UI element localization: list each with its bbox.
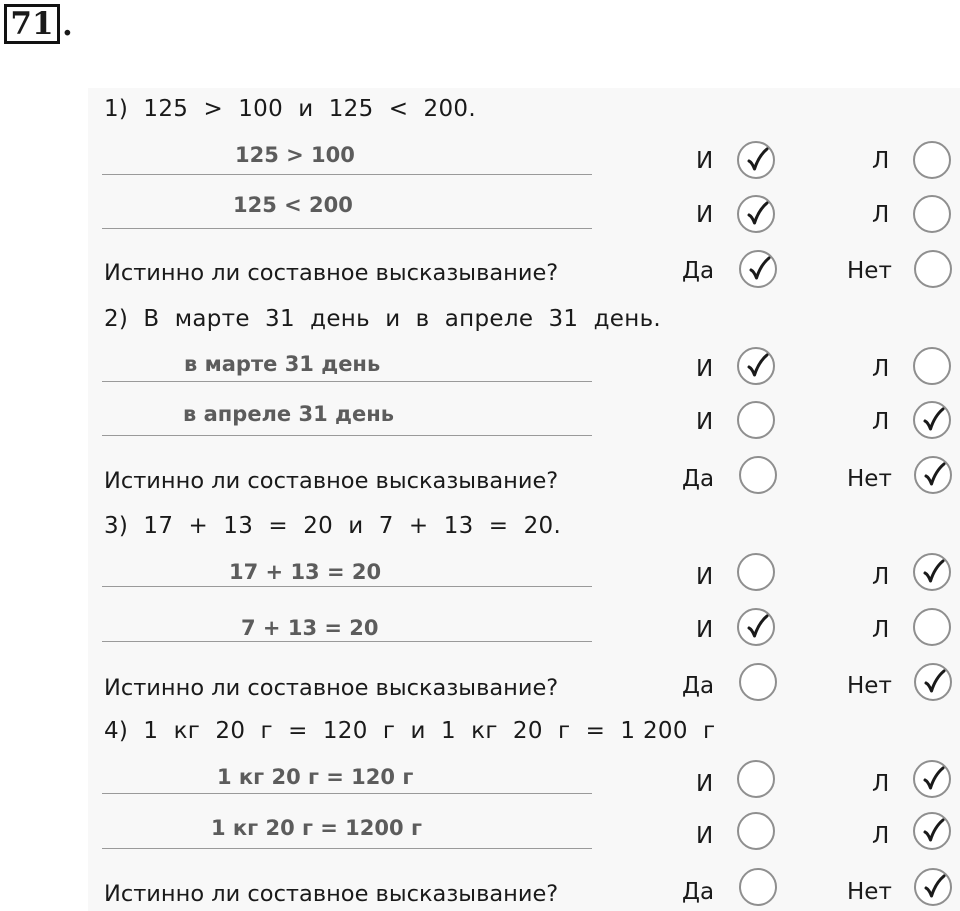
task-1-part-2-answer: 125 < 200: [233, 193, 353, 217]
task-2-part-1-false-circle[interactable]: [913, 347, 951, 385]
task-4-part-2-false-circle[interactable]: [913, 812, 951, 850]
task-4-no-circle[interactable]: [914, 868, 952, 906]
task-1-no-circle[interactable]: [914, 250, 952, 288]
answer-line: [102, 381, 592, 382]
false-label: Л: [872, 771, 890, 797]
task-2-no-circle[interactable]: [914, 456, 952, 494]
check-icon: [920, 406, 946, 434]
task-3-statement: 3) 17 + 13 = 20 и 7 + 13 = 20.: [104, 513, 562, 539]
false-label: Л: [872, 823, 890, 849]
yes-label: Да: [682, 879, 715, 905]
answer-line: [102, 435, 592, 436]
yes-label: Да: [682, 673, 715, 699]
task-4-yes-circle[interactable]: [739, 868, 777, 906]
check-icon: [921, 668, 947, 696]
yes-label: Да: [682, 466, 715, 492]
answer-line: [102, 228, 592, 229]
task-2-statement: 2) В марте 31 день и в апреле 31 день.: [104, 306, 662, 332]
check-icon: [921, 461, 947, 489]
task-3-yes-circle[interactable]: [739, 663, 777, 701]
true-label: И: [696, 564, 714, 590]
check-icon: [744, 200, 770, 228]
task-3-part-1-true-circle[interactable]: [737, 553, 775, 591]
task-1-part-2-false-circle[interactable]: [913, 195, 951, 233]
false-label: Л: [872, 202, 890, 228]
task-4-statement: 4) 1 кг 20 г = 120 г и 1 кг 20 г = 1 200 г: [104, 718, 716, 744]
answer-line: [102, 174, 592, 175]
answer-line: [102, 793, 592, 794]
no-label: Нет: [847, 258, 892, 284]
no-label: Нет: [847, 466, 892, 492]
task-3-part-2-true-circle[interactable]: [737, 608, 775, 646]
answer-line: [102, 848, 592, 849]
task-2-question: Истинно ли составное высказывание?: [104, 468, 559, 494]
yes-label: Да: [682, 258, 715, 284]
exercise-number: 71: [4, 4, 60, 44]
check-icon: [744, 352, 770, 380]
false-label: Л: [872, 409, 890, 435]
task-2-part-1-true-circle[interactable]: [737, 347, 775, 385]
task-1-yes-circle[interactable]: [739, 250, 777, 288]
task-4-part-1-answer: 1 кг 20 г = 120 г: [217, 765, 414, 789]
true-label: И: [696, 617, 714, 643]
check-icon: [920, 765, 946, 793]
task-4-part-1-false-circle[interactable]: [913, 760, 951, 798]
task-3-part-2-false-circle[interactable]: [913, 608, 951, 646]
task-1-part-2-true-circle[interactable]: [737, 195, 775, 233]
task-2-part-2-false-circle[interactable]: [913, 401, 951, 439]
task-3-no-circle[interactable]: [914, 663, 952, 701]
no-label: Нет: [847, 673, 892, 699]
true-label: И: [696, 148, 714, 174]
task-4-part-1-true-circle[interactable]: [737, 760, 775, 798]
task-1-part-1-false-circle[interactable]: [913, 141, 951, 179]
task-1-statement: 1) 125 > 100 и 125 < 200.: [104, 96, 476, 122]
check-icon: [744, 613, 770, 641]
check-icon: [920, 558, 946, 586]
task-3-question: Истинно ли составное высказывание?: [104, 675, 559, 701]
task-4-part-2-answer: 1 кг 20 г = 1200 г: [211, 816, 422, 840]
task-4-question: Истинно ли составное высказывание?: [104, 881, 559, 907]
false-label: Л: [872, 617, 890, 643]
task-2-part-2-answer: в апреле 31 день: [183, 402, 395, 426]
task-1-question: Истинно ли составное высказывание?: [104, 260, 559, 286]
task-3-part-2-answer: 7 + 13 = 20: [241, 616, 379, 640]
task-2-yes-circle[interactable]: [739, 456, 777, 494]
true-label: И: [696, 823, 714, 849]
true-label: И: [696, 771, 714, 797]
answer-line: [102, 586, 592, 587]
answer-line: [102, 641, 592, 642]
check-icon: [744, 146, 770, 174]
task-1-part-1-true-circle[interactable]: [737, 141, 775, 179]
task-4-part-2-true-circle[interactable]: [737, 812, 775, 850]
check-icon: [920, 817, 946, 845]
true-label: И: [696, 409, 714, 435]
exercise-number-dot: .: [62, 7, 73, 43]
task-3-part-1-answer: 17 + 13 = 20: [229, 560, 382, 584]
task-3-part-1-false-circle[interactable]: [913, 553, 951, 591]
false-label: Л: [872, 148, 890, 174]
check-icon: [746, 255, 772, 283]
task-2-part-1-answer: в марте 31 день: [184, 352, 381, 376]
false-label: Л: [872, 564, 890, 590]
check-icon: [921, 873, 947, 901]
task-2-part-2-true-circle[interactable]: [737, 401, 775, 439]
true-label: И: [696, 356, 714, 382]
no-label: Нет: [847, 879, 892, 905]
true-label: И: [696, 202, 714, 228]
false-label: Л: [872, 356, 890, 382]
task-1-part-1-answer: 125 > 100: [235, 143, 355, 167]
